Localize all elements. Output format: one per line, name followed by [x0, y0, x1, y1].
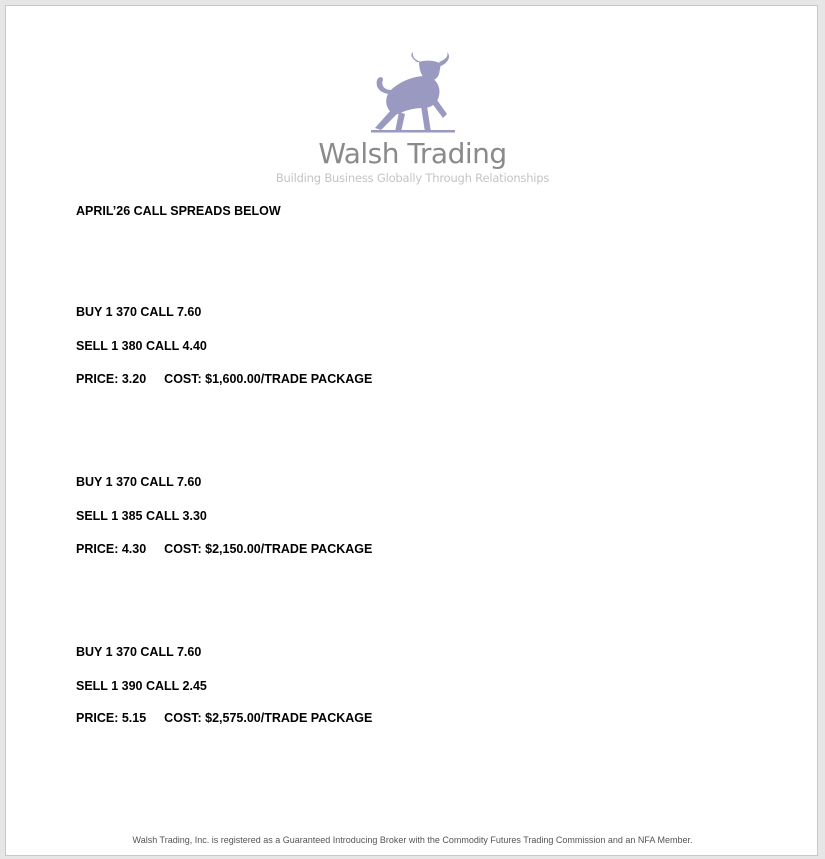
brand-tagline: Building Business Globally Through Relationships [275, 171, 550, 185]
document-page [5, 5, 818, 856]
spread-3-cost: COST: $2,575.00/TRADE PACKAGE [164, 711, 373, 725]
spread-1-price: PRICE: 3.20 [76, 372, 147, 386]
spread-3-buy-leg: BUY 1 370 CALL 7.60 [76, 645, 202, 659]
spread-1-buy-leg: BUY 1 370 CALL 7.60 [76, 305, 202, 319]
spread-1-cost: COST: $1,600.00/TRADE PACKAGE [164, 372, 373, 386]
spread-2-cost: COST: $2,150.00/TRADE PACKAGE [164, 542, 373, 556]
spread-3-sell-leg: SELL 1 390 CALL 2.45 [76, 679, 207, 693]
spread-2-price-cost [76, 542, 372, 556]
spread-2-buy-leg: BUY 1 370 CALL 7.60 [76, 475, 202, 489]
company-logo [6, 52, 819, 185]
spread-3-price-cost [76, 711, 372, 725]
brand-name: Walsh Trading [318, 137, 507, 170]
bull-icon [365, 52, 461, 134]
spread-2-price: PRICE: 4.30 [76, 542, 147, 556]
regulatory-footer: Walsh Trading, Inc. is registered as a Guaranteed Introducing Broker with the Commodity Futures Trading Commission and an NFA Member. [132, 835, 693, 845]
page-heading: APRIL’26 CALL SPREADS BELOW [76, 204, 281, 218]
spread-1-price-cost [76, 372, 372, 386]
spread-1-sell-leg: SELL 1 380 CALL 4.40 [76, 339, 207, 353]
spread-3-price: PRICE: 5.15 [76, 711, 147, 725]
spread-2-sell-leg: SELL 1 385 CALL 3.30 [76, 509, 207, 523]
